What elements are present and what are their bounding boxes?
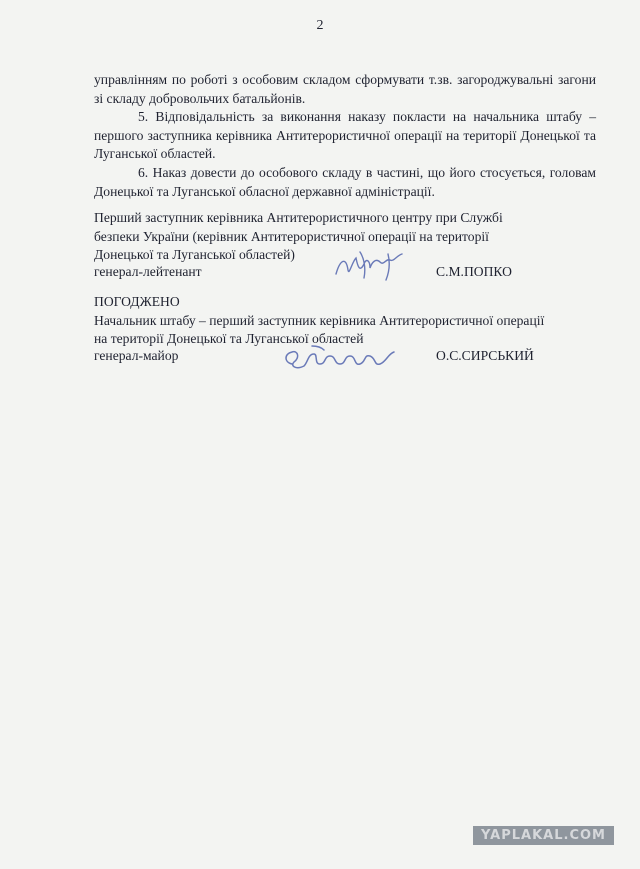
- page-number: 2: [316, 18, 324, 33]
- approval-position-line: на території Донецької та Луганської областей: [94, 331, 364, 347]
- approval-rank: генерал-майор: [94, 348, 179, 363]
- signatory-position-line: Донецької та Луганської областей): [94, 247, 295, 263]
- paragraph-5: 5. Відповідальність за виконання наказу покласти на начальника штабу – першого заступника керівника Антитерористичної операції на території Донецької та Луганської областей.: [94, 109, 596, 162]
- handwritten-signature-2: [278, 340, 418, 380]
- signatory-name: С.М.ПОПКО: [436, 264, 512, 279]
- paragraph-continuation: управлінням по роботі з особовим складом сформувати т.зв. загороджувальні загони зі складу добровольчих батальйонів.: [94, 72, 596, 106]
- signatory-position-line: безпеки України (керівник Антитерористичної операції на території: [94, 228, 489, 244]
- paragraph-6: 6. Наказ довести до особового складу в частині, що його стосується, головам Донецької та Луганської обласної державної адміністрації.: [94, 164, 596, 199]
- body-text: [94, 71, 596, 201]
- approval-heading: ПОГОДЖЕНО: [94, 294, 180, 309]
- approval-position-line: Начальник штабу – перший заступник керівника Антитерористичної операції: [94, 312, 545, 328]
- site-watermark: YAPLAKAL.COM: [473, 826, 614, 845]
- signatory-position-line: Перший заступник керівника Антитерористичного центру при Службі: [94, 210, 503, 225]
- handwritten-signature-1: [330, 248, 420, 284]
- signatory-rank: генерал-лейтенант: [94, 264, 202, 279]
- approval-name: О.С.СИРСЬКИЙ: [436, 348, 534, 363]
